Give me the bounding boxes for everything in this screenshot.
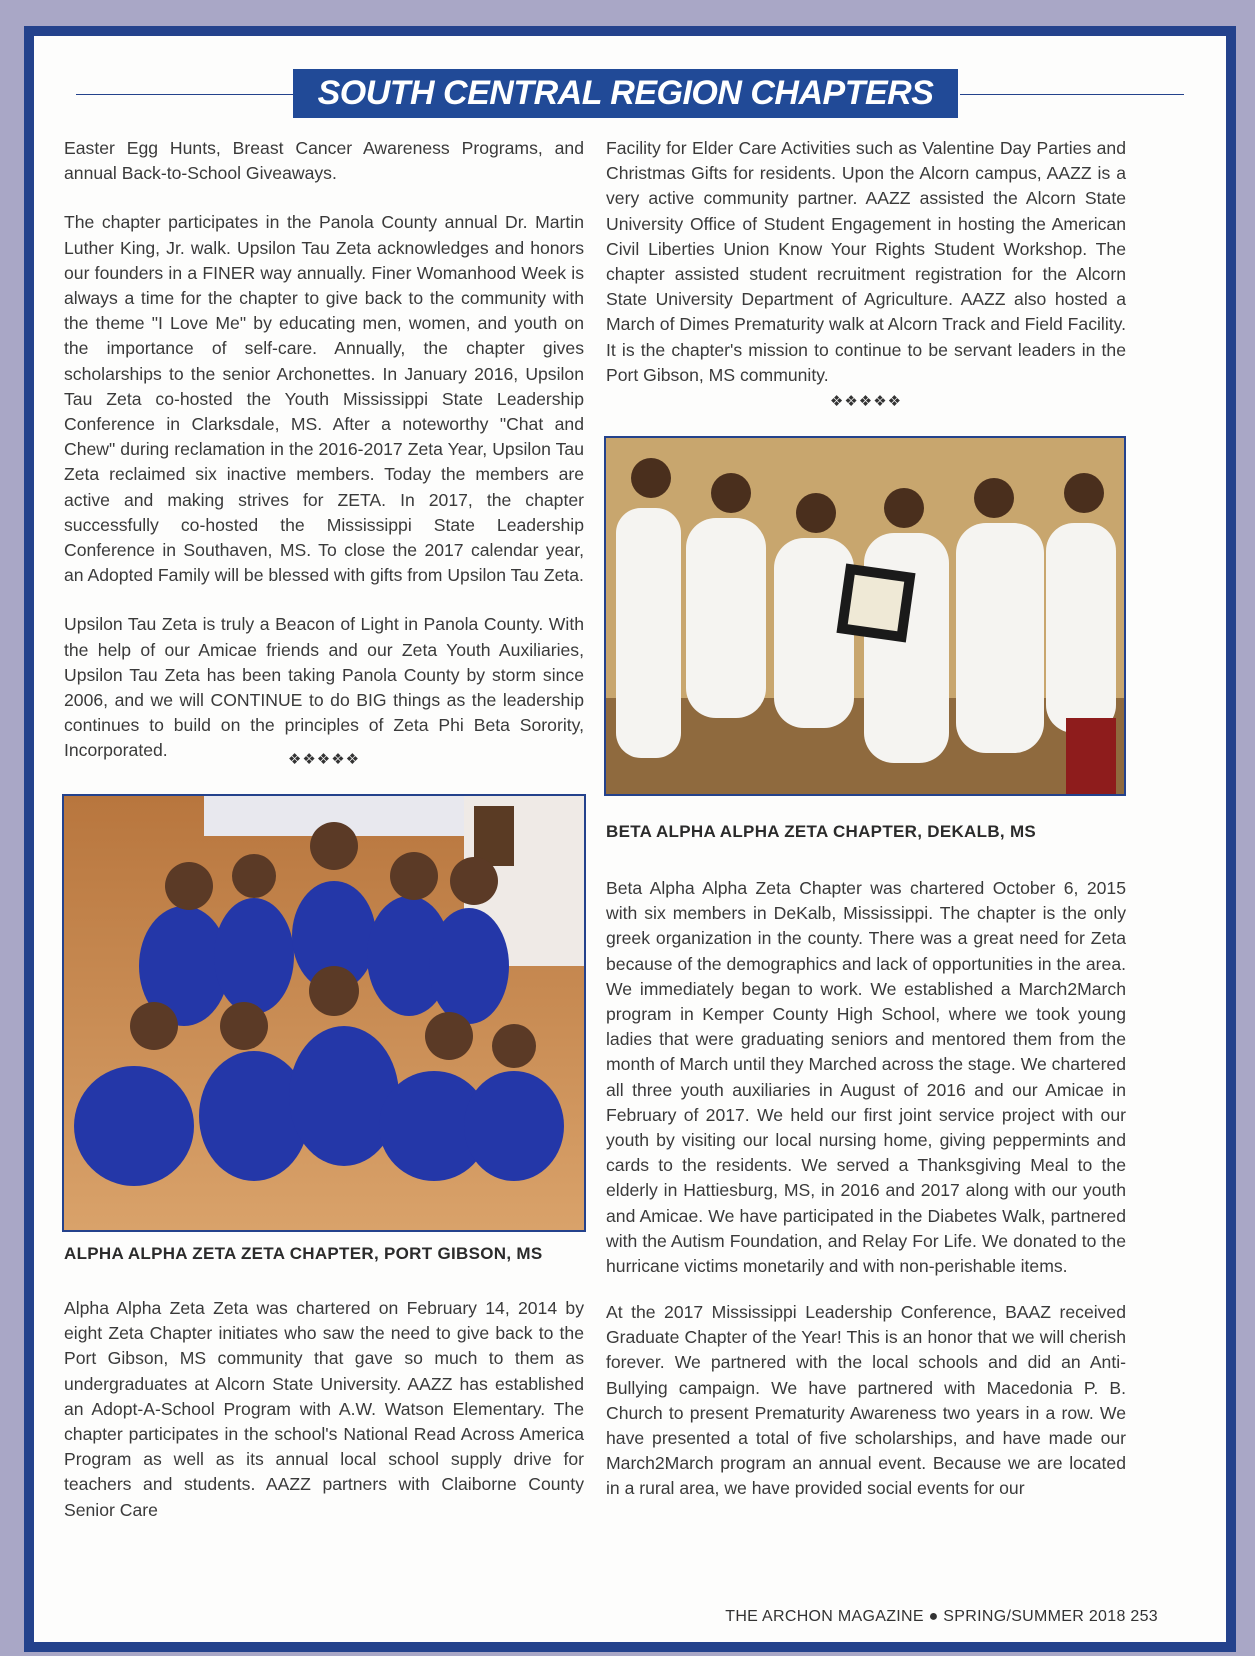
section-divider-left: ❖❖❖❖❖ — [287, 751, 361, 768]
page-footer: THE ARCHON MAGAZINE ● SPRING/SUMMER 2018 253 — [725, 1608, 1158, 1625]
section-title-aazz: ALPHA ALPHA ZETA ZETA CHAPTER, PORT GIBSON, MS — [64, 1244, 543, 1263]
header-rule-left — [76, 94, 328, 95]
page-title: SOUTH CENTRAL REGION CHAPTERS — [293, 69, 958, 118]
left-paragraph-3: Upsilon Tau Zeta is truly a Beacon of Light in Panola County. With the help of our Amicae friends and our Zeta Youth Auxiliaries, Upsilon Tau Zeta has been taking Panola County by storm since 2006, and we will CONTINUE to do BIG things as the leadership continues to build on the principles of Zeta Phi Beta Sorority, Incorporated. — [64, 614, 584, 761]
baaz-section-text: Beta Alpha Alpha Zeta Chapter was chartered October 6, 2015 with six members in DeKalb, Mississippi. The chapter is the only greek organization in the county. There was a great need for Zeta because of the demographics and lack of opportunities in the area. We immediately began to work. We established a March2March program in Kemper County High School, where we took young ladies that were graduating seniors and mentored them from the month of March until they Marched across the stage. We chartered all three youth auxiliaries in August of 2016 and our Amicae in February of 2017. We held our first joint service project with our youth by visiting our local nursing home, giving peppermints and cards to the residents. We served a Thanksgiving Meal to the elderly in Hattiesburg, MS, in 2016 and 2017 along with our youth and Amicae. We have participated in the Diabetes Walk, partnered with the Autism Foundation, and Relay For Life. We donated to the hurricane victims monetarily and with non-perishable items. — [606, 878, 1126, 1277]
section-divider-right: ❖❖❖❖❖ — [829, 393, 903, 410]
left-column-text — [64, 136, 584, 764]
aazz-section-text: Alpha Alpha Zeta Zeta was chartered on February 14, 2014 by eight Zeta Chapter initiates who saw the need to give back to the Port Gibson, MS community that gave so much to them as undergraduates at Alcorn State University. AAZZ has established an Adopt-A-School Program with A.W. Watson Elementary. The chapter participates in the school's National Read Across America Program as well as its annual local school supply drive for teachers and students. AAZZ partners with Claiborne County Senior Care — [64, 1298, 584, 1520]
left-paragraph-2: The chapter participates in the Panola County annual Dr. Martin Luther King, Jr. walk. Upsilon Tau Zeta acknowledges and honors our founders in a FINER way annually. Finer Womanhood Week is always a time for the chapter to give back to the community with the theme "I Love Me" by educating men, women, and youth on the importance of self-care. Annually, the chapter gives scholarships to the senior Archonettes. In January 2016, Upsilon Tau Zeta co-hosted the Youth Mississippi State Leadership Conference in Clarksdale, MS. After a noteworthy "Chat and Chew" during reclamation in the 2016-2017 Zeta Year, Upsilon Tau Zeta reclaimed six inactive members. Today the members are active and making strives for ZETA. In 2017, the chapter successfully co-hosted the Mississippi State Leadership Conference in Southaven, MS. To close the 2017 calendar year, an Adopted Family will be blessed with gifts from Upsilon Tau Zeta. — [64, 212, 584, 586]
section-title-baaz: BETA ALPHA ALPHA ZETA CHAPTER, DEKALB, MS — [606, 822, 1037, 841]
right-column-text: Facility for Elder Care Activities such as Valentine Day Parties and Christmas Gifts for residents. Upon the Alcorn campus, AAZZ is a very active community partner. AAZZ assisted the Alcorn State University Office of Student Engagement in hosting the American Civil Liberties Union Know Your Rights Student Workshop. The chapter assisted student recruitment registration for the Alcorn State University Department of Agriculture. AAZZ also hosted a March of Dimes Prematurity walk at Alcorn Track and Field Facility. It is the chapter's mission to continue to be servant leaders in the Port Gibson, MS community. — [606, 138, 1126, 385]
header-rule-right — [960, 94, 1184, 95]
baaz-section-text-continued: At the 2017 Mississippi Leadership Conference, BAAZ received Graduate Chapter of the Year! This is an honor that we will cherish forever. We partnered with the local schools and did an Anti-Bullying campaign. We have partnered with Macedonia P. B. Church to present Prematurity Awareness two years in a row. We have presented a total of five scholarships, and have made our March2March program an annual event. Because we are located in a rural area, we have provided social events for our — [606, 1302, 1126, 1499]
group-photo-white-dresses — [604, 436, 1126, 796]
page-frame — [24, 26, 1236, 1652]
group-photo-blue-dresses — [62, 794, 586, 1232]
left-paragraph-1: Easter Egg Hunts, Breast Cancer Awareness Programs, and annual Back-to-School Giveaways. — [64, 138, 584, 184]
page-content — [34, 36, 1226, 1642]
